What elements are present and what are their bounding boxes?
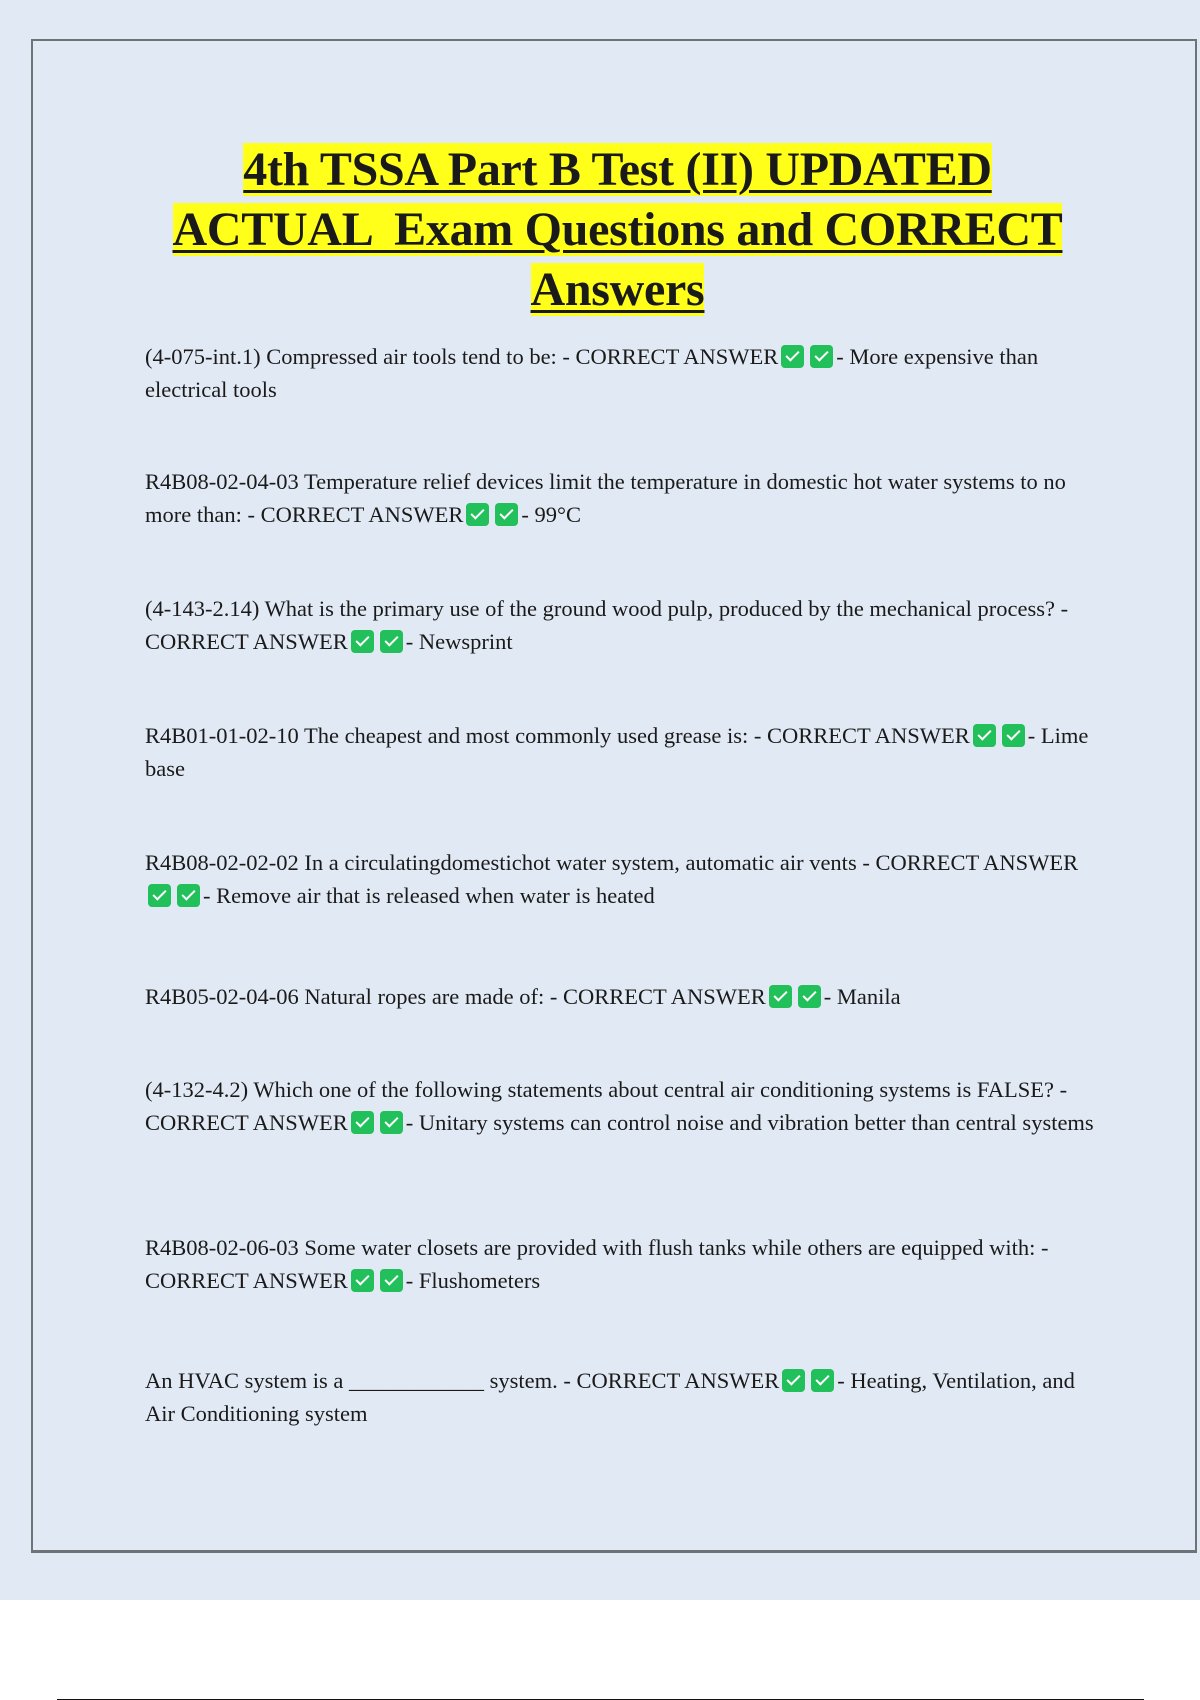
correct-answer-label: CORRECT ANSWER (563, 984, 766, 1009)
qa-item-5 (145, 846, 1095, 912)
check-mark-icon (782, 1369, 805, 1392)
qa-item-6 (145, 980, 1095, 1013)
check-mark-icon (769, 985, 792, 1008)
correct-answer-label: CORRECT ANSWER (145, 629, 348, 654)
check-mark-icon (466, 503, 489, 526)
question-text: R4B08-02-02-02 In a circulatingdomestichot water system, automatic air vents - (145, 850, 870, 875)
question-text: R4B01-01-02-10 The cheapest and most commonly used grease is: - (145, 723, 762, 748)
question-text: R4B05-02-04-06 Natural ropes are made of: - (145, 984, 558, 1009)
correct-answer-label: CORRECT ANSWER (260, 502, 464, 527)
qa-item-8 (145, 1231, 1095, 1297)
answer-text: - More expensive than electrical tools (145, 344, 1039, 402)
correct-answer-label: CORRECT ANSWER (575, 344, 779, 369)
answer-text: - Lime base (145, 723, 1089, 781)
check-mark-icon (148, 884, 171, 907)
question-text: (4-075-int.1) Compressed air tools tend to be: - (145, 344, 570, 369)
qa-item-3 (145, 592, 1095, 658)
qa-item-7 (145, 1073, 1095, 1139)
answer-text: - Newsprint (405, 629, 513, 654)
question-text: (4-143-2.14) What is the primary use of the ground wood pulp, produced by the mechanical process? - (145, 596, 1069, 621)
check-mark-icon (810, 345, 833, 368)
correct-answer-label: CORRECT ANSWER (875, 850, 1079, 875)
answer-text: - 99°C (521, 502, 581, 527)
title-line-1: 4th TSSA Part B Test (II) UPDATED (243, 143, 992, 196)
answer-text: - Remove air that is released when water is heated (203, 883, 655, 908)
check-mark-icon (1002, 724, 1025, 747)
qa-item-9 (145, 1364, 1095, 1430)
check-mark-icon (973, 724, 996, 747)
correct-answer-label: CORRECT ANSWER (145, 1110, 348, 1135)
check-mark-icon (351, 1269, 374, 1292)
document-title (60, 140, 1175, 320)
check-mark-icon (798, 985, 821, 1008)
qa-item-1 (145, 340, 1095, 406)
correct-answer-label: CORRECT ANSWER (576, 1368, 780, 1393)
qa-item-2 (145, 465, 1095, 531)
answer-text: - Unitary systems can control noise and vibration better than central systems (405, 1110, 1094, 1135)
check-mark-icon (495, 503, 518, 526)
question-text: R4B08-02-06-03 Some water closets are provided with flush tanks while others are equipped with: - (145, 1235, 1049, 1260)
question-text: (4-132-4.2) Which one of the following statements about central air conditioning systems is FALSE? - (145, 1077, 1068, 1102)
check-mark-icon (177, 884, 200, 907)
check-mark-icon (781, 345, 804, 368)
correct-answer-label: CORRECT ANSWER (766, 723, 970, 748)
qa-item-4 (145, 719, 1095, 785)
answer-text: - Manila (823, 984, 901, 1009)
title-line-2: ACTUAL Exam Questions and CORRECT (172, 203, 1063, 256)
check-mark-icon (380, 1111, 403, 1134)
question-text: R4B08-02-04-03 Temperature relief devices limit the temperature in domestic hot water systems to no more than: - (145, 469, 1066, 527)
title-line-3: Answers (530, 263, 705, 316)
check-mark-icon (351, 630, 374, 653)
correct-answer-label: CORRECT ANSWER (145, 1268, 348, 1293)
check-mark-icon (811, 1369, 834, 1392)
check-mark-icon (351, 1111, 374, 1134)
question-text: An HVAC system is a ____________ system. - (145, 1368, 571, 1393)
check-mark-icon (380, 1269, 403, 1292)
check-mark-icon (380, 630, 403, 653)
answer-text: - Flushometers (405, 1268, 541, 1293)
answer-text: - Heating, Ventilation, and Air Conditioning system (145, 1368, 1075, 1426)
